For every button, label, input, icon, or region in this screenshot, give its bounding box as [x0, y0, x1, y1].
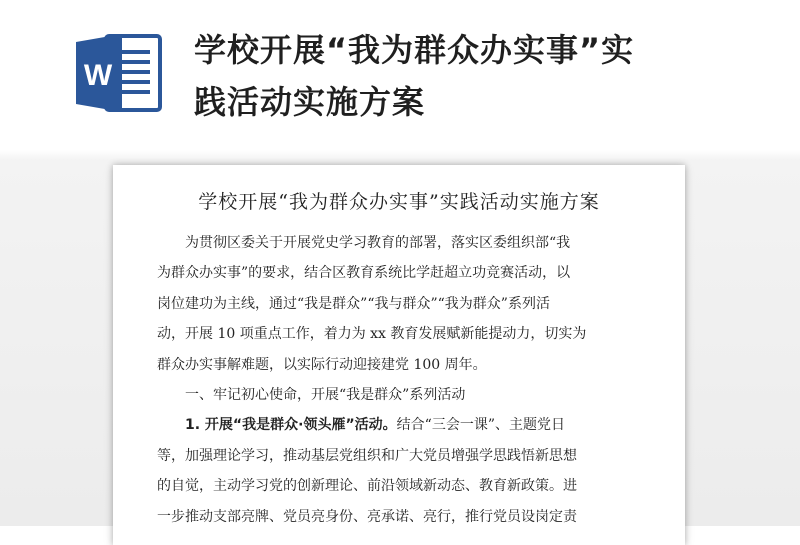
item1-heading: 1. 开展“我是群众·领头雁”活动。: [185, 417, 397, 434]
item1-paragraph: [157, 410, 657, 532]
banner-title: [194, 24, 754, 128]
text-line: 一步推动支部亮牌、党员亮身份、亮承诺、亮行，推行党员设岗定责: [157, 508, 577, 525]
text-line: 为群众办实事”的要求，结合区教育系统比学赶超立功竞赛活动，以: [157, 265, 571, 282]
section-heading: 一、牢记初心使命，开展“我是群众”系列活动: [185, 387, 466, 403]
text-line: 岗位建功为主线，通过“我是群众”“我与群众”“我为群众”系列活: [157, 295, 550, 312]
text-line: 动，开展 10 项重点工作，着力为 xx 教育发展赋新能提动力，切实为: [157, 326, 587, 343]
item1-text: 结合“三会一课”、主题党日: [396, 417, 565, 434]
document-page: [113, 165, 685, 545]
banner-title-line: 践活动实施方案: [194, 83, 426, 121]
text-line: [157, 410, 657, 440]
text-line: 等，加强理论学习，推动基层党组织和广大党员增强学思践悟新思想: [157, 447, 577, 464]
document-title: 学校开展“我为群众办实事”实践活动实施方案: [198, 191, 600, 213]
word-icon: [76, 32, 164, 114]
text-line: 群众办实事解难题，以实际行动迎接建党 100 周年。: [157, 356, 487, 373]
section-heading-block: [157, 380, 657, 410]
text-line: 的自觉，主动学习党的创新理论、前沿领域新动态、教育新政策。进: [157, 478, 577, 495]
text-line: 为贯彻区委关于开展党史学习教育的部署，落实区委组织部“我: [185, 235, 571, 251]
intro-paragraph: [157, 228, 657, 380]
svg-text:W: W: [83, 59, 113, 92]
banner: [0, 0, 800, 150]
banner-title-line: 学校开展“我为群众办实事”实: [194, 31, 635, 69]
